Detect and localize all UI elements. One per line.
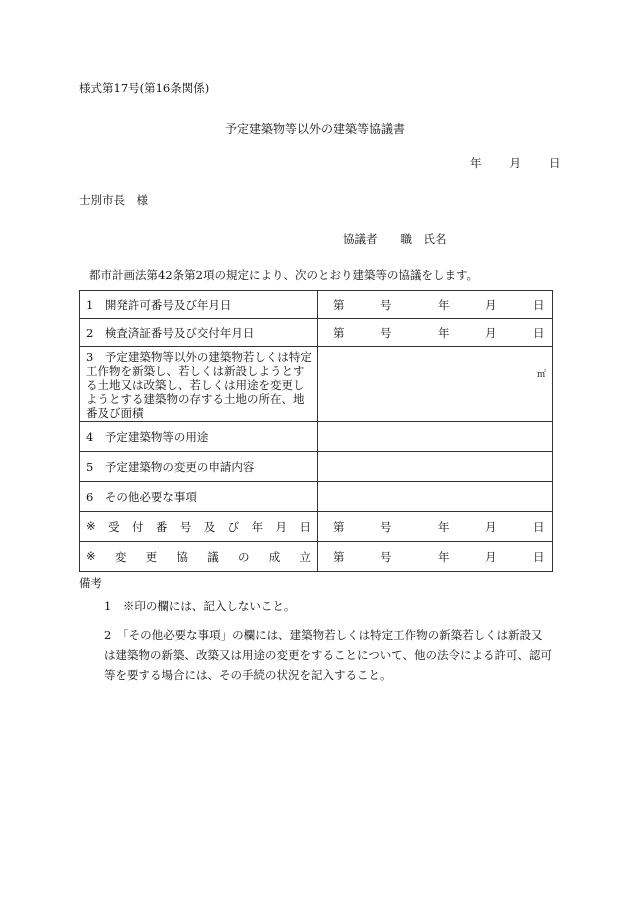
note-2: 2 「その他必要な事項」の欄には、建築物若しくは特定工作物の新築若しくは新設又は建築物の新築、改築又は用途の変更をすることについて、他の法令による許可、認可等を要する場合には、その手続の状況を記入すること。 xyxy=(104,628,553,682)
row-label-text: 2 検査済証番号及び交付年月日 xyxy=(86,325,255,340)
label-char: 更 xyxy=(145,549,158,564)
notes-title: 備考 xyxy=(79,576,102,590)
num-label-year: 年 xyxy=(438,297,450,312)
num-label-year: 年 xyxy=(438,325,450,340)
row-label-text: 1 開発許可番号及び年月日 xyxy=(86,297,232,312)
label-char: び xyxy=(227,519,240,534)
num-label-no: 第 xyxy=(333,549,345,564)
table-row xyxy=(80,542,553,572)
label-char: 年 xyxy=(251,519,264,534)
row-label-2 xyxy=(80,319,318,347)
num-label-go: 号 xyxy=(380,325,392,340)
applicant-label: 協議者 職 氏名 xyxy=(343,232,447,246)
table-row xyxy=(80,422,553,452)
note-1: 1 ※印の欄には、記入しないこと。 xyxy=(104,599,296,613)
row-label-text: 4 予定建築物等の用途 xyxy=(86,429,209,444)
date-year: 年 xyxy=(470,156,482,170)
row-value-1[interactable] xyxy=(318,291,553,319)
intro-text: 都市計画法第42条第2項の規定により、次のとおり建築等の協議をします。 xyxy=(89,268,479,282)
row-value-2[interactable] xyxy=(318,319,553,347)
date-day: 日 xyxy=(549,156,561,170)
table-row xyxy=(80,319,553,347)
num-label-go: 号 xyxy=(380,549,392,564)
label-char: ※ xyxy=(86,518,96,533)
document-title: 予定建築物等以外の建築等協議書 xyxy=(224,122,405,136)
table-row xyxy=(80,452,553,482)
label-char: 立 xyxy=(299,549,311,564)
num-label-month: 月 xyxy=(485,519,497,534)
label-char: ※ xyxy=(86,548,96,563)
label-char: 付 xyxy=(131,519,144,534)
row-value-8[interactable] xyxy=(318,542,553,572)
row-label-text: 6 その他必要な事項 xyxy=(86,489,197,504)
table-row xyxy=(80,347,553,422)
num-label-year: 年 xyxy=(438,519,450,534)
num-label-month: 月 xyxy=(485,325,497,340)
num-label-month: 月 xyxy=(485,297,497,312)
label-char: 番 xyxy=(155,519,168,534)
label-char: 日 xyxy=(299,519,311,534)
label-char: 協 xyxy=(176,549,188,564)
consultation-table xyxy=(79,290,553,572)
label-char: 成 xyxy=(268,549,281,564)
row-label-7 xyxy=(80,512,318,542)
label-char: の xyxy=(237,549,250,564)
addressee: 士別市長 様 xyxy=(79,193,148,207)
row-label-5 xyxy=(80,452,318,482)
num-label-month: 月 xyxy=(485,549,497,564)
row-label-6 xyxy=(80,482,318,512)
row-value-3[interactable] xyxy=(318,347,553,422)
label-char: 及 xyxy=(203,519,216,534)
num-label-go: 号 xyxy=(380,519,392,534)
date-month: 月 xyxy=(509,156,521,170)
row-value-5[interactable] xyxy=(318,452,553,482)
label-char: 月 xyxy=(275,519,288,534)
table-row xyxy=(80,291,553,319)
num-label-day: 日 xyxy=(533,549,545,564)
num-label-no: 第 xyxy=(333,519,345,534)
label-char: 議 xyxy=(207,549,219,564)
label-char: 号 xyxy=(179,519,192,534)
label-char: 受 xyxy=(108,519,120,534)
num-label-day: 日 xyxy=(533,519,545,534)
num-label-no: 第 xyxy=(333,297,345,312)
area-unit: ㎡ xyxy=(536,370,546,380)
date-line xyxy=(470,155,561,171)
label-char: 変 xyxy=(114,549,127,564)
row-value-4[interactable] xyxy=(318,422,553,452)
num-label-no: 第 xyxy=(333,325,345,340)
num-label-day: 日 xyxy=(533,325,545,340)
row-label-text: 5 予定建築物の変更の申請内容 xyxy=(86,459,255,474)
num-label-day: 日 xyxy=(533,297,545,312)
row-value-7[interactable] xyxy=(318,512,553,542)
row-label-text: 3 予定建築物等以外の建築物若しくは特定工作物を新築し、若しくは新設しようとする土地又は改築し、若しくは用途を変更しようとする建築物の存する土地の所在、地番及び面積 xyxy=(86,349,312,420)
num-label-year: 年 xyxy=(438,549,450,564)
form-number: 様式第17号(第16条関係) xyxy=(79,81,210,95)
row-label-1 xyxy=(80,291,318,319)
row-value-6[interactable] xyxy=(318,482,553,512)
row-label-3 xyxy=(80,347,318,422)
table-row xyxy=(80,482,553,512)
num-label-go: 号 xyxy=(380,297,392,312)
row-label-4 xyxy=(80,422,318,452)
table-row xyxy=(80,512,553,542)
row-label-8 xyxy=(80,542,318,572)
